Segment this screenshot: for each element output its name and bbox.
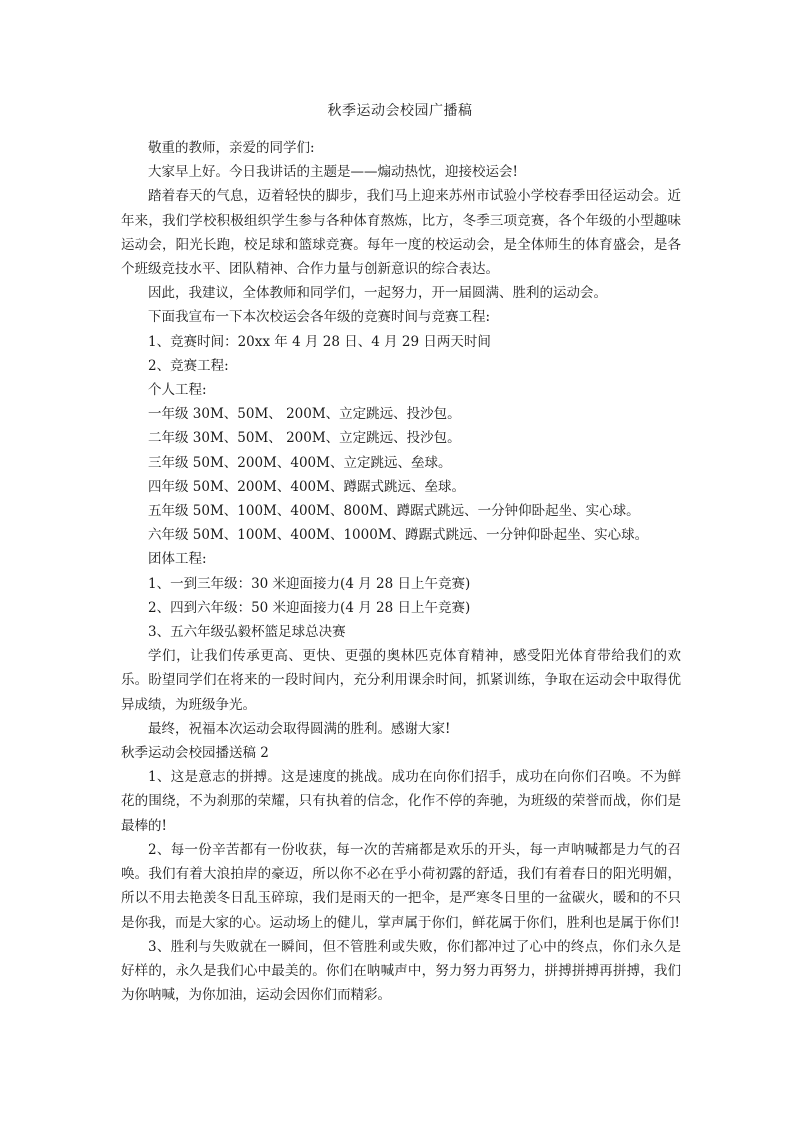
paragraph-cheer-1: 1、这是意志的拼搏。这是速度的挑战。成功在向你们招手，成功在向你们召唤。不为鲜花的围绕，不为刹那的荣耀，只有执着的信念，化作不停的奔驰，为班级的荣誉而战，你们是最棒的!: [121, 769, 681, 834]
paragraph-intro: 踏着春天的气息，迈着轻快的脚步，我们马上迎来苏州市试验小学校春季田径运动会。近年来，我们学校积极组织学生参与各种体育熬炼，比方，冬季三项竞赛，各个年级的小型趣味运动会，阳光长跑，校足球和篮球竞赛。每年一度的校运动会，是全体师生的体育盛会，是各个班级竞技水平、团队精神、合作力量与创新意识的综合表达。: [121, 188, 681, 278]
paragraph-closing: 最终，祝福本次运动会取得圆满的胜利。感谢大家!: [148, 720, 451, 737]
section-heading-2: 秋季运动会校园播送稿 2: [121, 745, 269, 762]
paragraph-grade-3: 三年级 50M、200M、400M、立定跳远、垒球。: [148, 454, 452, 471]
paragraph-individual-heading: 个人工程:: [148, 382, 207, 399]
paragraph-team-2: 2、四到六年级：50 米迎面接力(4 月 28 日上午竞赛): [148, 599, 471, 616]
paragraph-grade-6: 六年级 50M、100M、400M、1000M、蹲踞式跳远、一分钟仰卧起坐、实心球。: [148, 527, 649, 544]
paragraph-team-3: 3、五六年级弘毅杯篮足球总决赛: [148, 624, 346, 641]
paragraph-grade-5: 五年级 50M、100M、400M、800M、蹲踞式跳远、一分钟仰卧起坐、实心球。: [148, 503, 640, 520]
paragraph-encouragement: 学们，让我们传承更高、更快、更强的奥林匹克体育精神，感受阳光体育带给我们的欢乐。盼望同学们在将来的一段时间内，充分利用课余时间，抓紧训练，争取在运动会中取得优异成绩，为班级争光。: [121, 648, 681, 713]
paragraph-announcement: 下面我宣布一下本次校运会各年级的竞赛时间与竞赛工程:: [148, 309, 491, 326]
paragraph-schedule: 1、竞赛时间：20xx 年 4 月 28 日、4 月 29 日两天时间: [148, 333, 491, 350]
document-body: [121, 136, 681, 1007]
paragraph-cheer-2: 2、每一份辛苦都有一份收获，每一次的苦痛都是欢乐的开头，每一声呐喊都是力气的召唤。我们有着大浪拍岸的豪迈，所以你不必在乎小荷初露的舒适，我们有着春日的阳光明媚，所以不用去艳羡冬日乱玉碎琼，我们是雨天的一把伞，是严寒冬日里的一盆碳火，暖和的不只是你我，而是大家的心。运动场上的健儿，掌声属于你们，鲜花属于你们，胜利也是属于你们!: [121, 841, 681, 931]
document-title: 秋季运动会校园广播稿: [327, 103, 473, 119]
paragraph-cheer-3: 3、胜利与失败就在一瞬间，但不管胜利或失败，你们都冲过了心中的终点，你们永久是好样的，永久是我们心中最美的。你们在呐喊声中，努力努力再努力，拼搏拼搏再拼搏，我们为你呐喊，为你加油，运动会因你们而精彩。: [121, 938, 681, 1004]
paragraph-grade-4: 四年级 50M、200M、400M、蹲踞式跳远、垒球。: [148, 478, 465, 495]
paragraph-events-heading: 2、竞赛工程:: [148, 357, 229, 374]
paragraph-opening: 大家早上好。今日我讲话的主题是——煽动热忱，迎接校运会!: [148, 164, 518, 181]
paragraph-grade-2: 二年级 30M、50M、 200M、立定跳远、投沙包。: [148, 430, 461, 447]
paragraph-grade-1: 一年级 30M、50M、 200M、立定跳远、投沙包。: [148, 406, 461, 423]
paragraph-team-heading: 团体工程:: [148, 551, 207, 568]
paragraph-team-1: 1、一到三年级：30 米迎面接力(4 月 28 日上午竞赛): [148, 575, 471, 592]
paragraph-greeting: 敬重的教师，亲爱的同学们:: [148, 140, 315, 156]
paragraph-proposal: 因此，我建议，全体教师和同学们，一起努力，开一届圆满、胜利的运动会。: [148, 285, 607, 302]
